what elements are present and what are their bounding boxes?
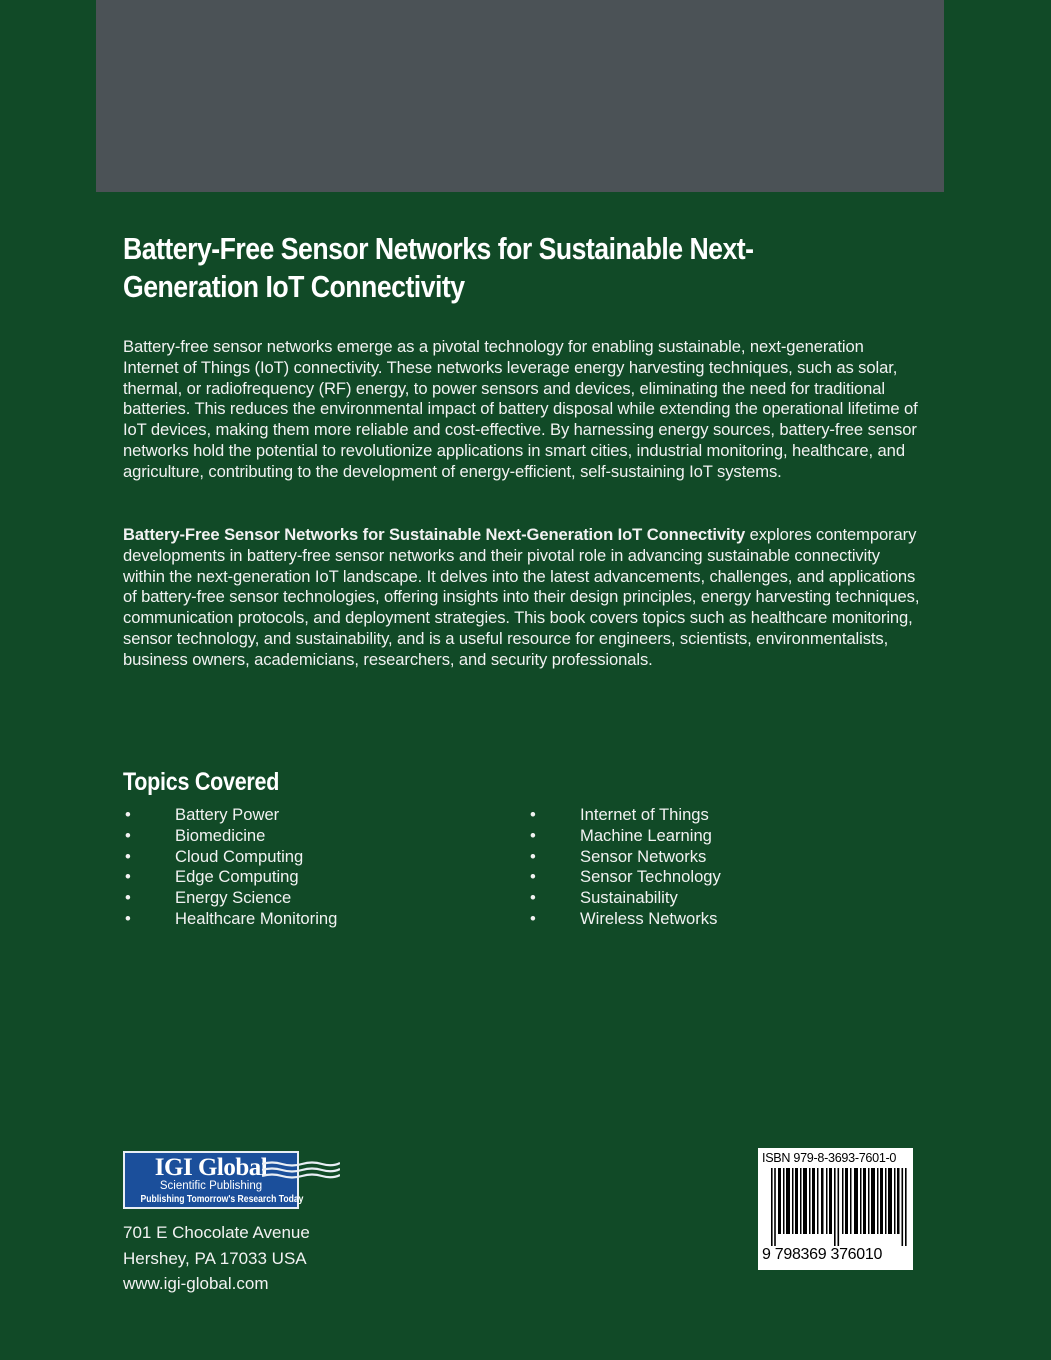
bullet-icon: • [125, 908, 131, 928]
topic-item [528, 867, 721, 888]
topic-label: Cloud Computing [175, 846, 304, 866]
bullet-icon: • [125, 825, 131, 845]
bullet-icon: • [530, 805, 536, 824]
topic-label: Sensor Technology [580, 867, 721, 887]
topic-label: Sustainability [580, 888, 678, 908]
barcode-digits: 9 798369 376010 [762, 1246, 883, 1263]
logo-tagline: Publishing Tomorrow's Research Today [140, 1193, 304, 1205]
topic-item [528, 888, 721, 909]
topic-item [123, 826, 337, 847]
topic-item [528, 826, 721, 847]
topic-label: Machine Learning [580, 825, 712, 845]
topics-list-right [528, 805, 721, 930]
topic-item [123, 888, 337, 909]
topic-item [123, 867, 337, 888]
topics-list-left [123, 805, 337, 930]
topic-item [123, 909, 337, 930]
book-title-inline: Battery-Free Sensor Networks for Sustainable Next-Generation IoT Connectivity [123, 525, 746, 544]
bullet-icon: • [530, 846, 536, 866]
address-line-2: Hershey, PA 17033 USA [123, 1248, 307, 1268]
logo-subtitle: Scientific Publishing [159, 1180, 263, 1192]
bullet-icon: • [125, 867, 131, 887]
topic-label: Sensor Networks [580, 846, 707, 866]
logo-name: IGI Global [154, 1154, 268, 1181]
bullet-icon: • [125, 888, 131, 908]
logo-waves-icon [262, 1159, 340, 1183]
topic-label: Edge Computing [175, 867, 299, 887]
description-paragraph-2 [123, 525, 923, 671]
topic-label: Healthcare Monitoring [175, 908, 338, 928]
bullet-icon: • [530, 908, 536, 928]
topic-item [123, 805, 337, 826]
bullet-icon: • [530, 867, 536, 887]
topic-item [528, 847, 721, 868]
topics-heading: Topics Covered [123, 768, 280, 796]
topic-label: Energy Science [175, 888, 292, 908]
description-text: explores contemporary developments in battery-free sensor networks and their pivotal role in advancing sustainable connectivity within the next-generation IoT landscape. It delves into the latest advancements, challenges, and applications of battery-free sensor technologies, offering insights into their design principles, energy harvesting techniques, communication protocols, and deployment strategies. This book covers topics such as healthcare monitoring, sensor technology, and sustainability, and is a useful resource for engineers, scientists, environmentalists, business owners, academicians, researchers, and security professionals. [123, 525, 920, 669]
isbn-barcode-block [758, 1148, 913, 1270]
description-paragraph-1: Battery-free sensor networks emerge as a pivotal technology for enabling sustainable, next-generation Internet of Things (IoT) connectivity. These networks leverage energy harvesting techniques, such as solar, thermal, or radiofrequency (RF) energy, to power sensors and devices, eliminating the need for traditional batteries. This reduces the environmental impact of battery disposal while extending the operational lifetime of IoT devices, making them more reliable and cost-effective. By harnessing energy sources, battery-free sensor networks hold the potential to revolutionize applications in smart cities, industrial monitoring, healthcare, and agriculture, contributing to the development of energy-efficient, self-sustaining IoT systems. [123, 337, 918, 481]
bullet-icon: • [125, 846, 131, 866]
title-line-2: Generation IoT Connectivity [123, 269, 465, 304]
isbn-label: ISBN 979-8-3693-7601-0 [762, 1151, 897, 1165]
publisher-address [123, 1220, 310, 1297]
topic-item [528, 805, 721, 826]
book-title [123, 230, 923, 306]
website-link[interactable]: www.igi-global.com [123, 1274, 269, 1293]
cover-image-panel [96, 0, 944, 192]
barcode-icon [771, 1168, 907, 1246]
topic-label: Internet of Things [580, 805, 709, 824]
bullet-icon: • [125, 805, 131, 824]
title-line-1: Battery-Free Sensor Networks for Sustainable Next- [123, 231, 754, 266]
topic-item [528, 909, 721, 930]
topic-label: Battery Power [175, 805, 280, 824]
topic-label: Biomedicine [175, 825, 266, 845]
topic-label: Wireless Networks [580, 908, 718, 928]
bullet-icon: • [530, 888, 536, 908]
topic-item [123, 847, 337, 868]
bullet-icon: • [530, 825, 536, 845]
address-line-1: 701 E Chocolate Avenue [123, 1223, 310, 1242]
